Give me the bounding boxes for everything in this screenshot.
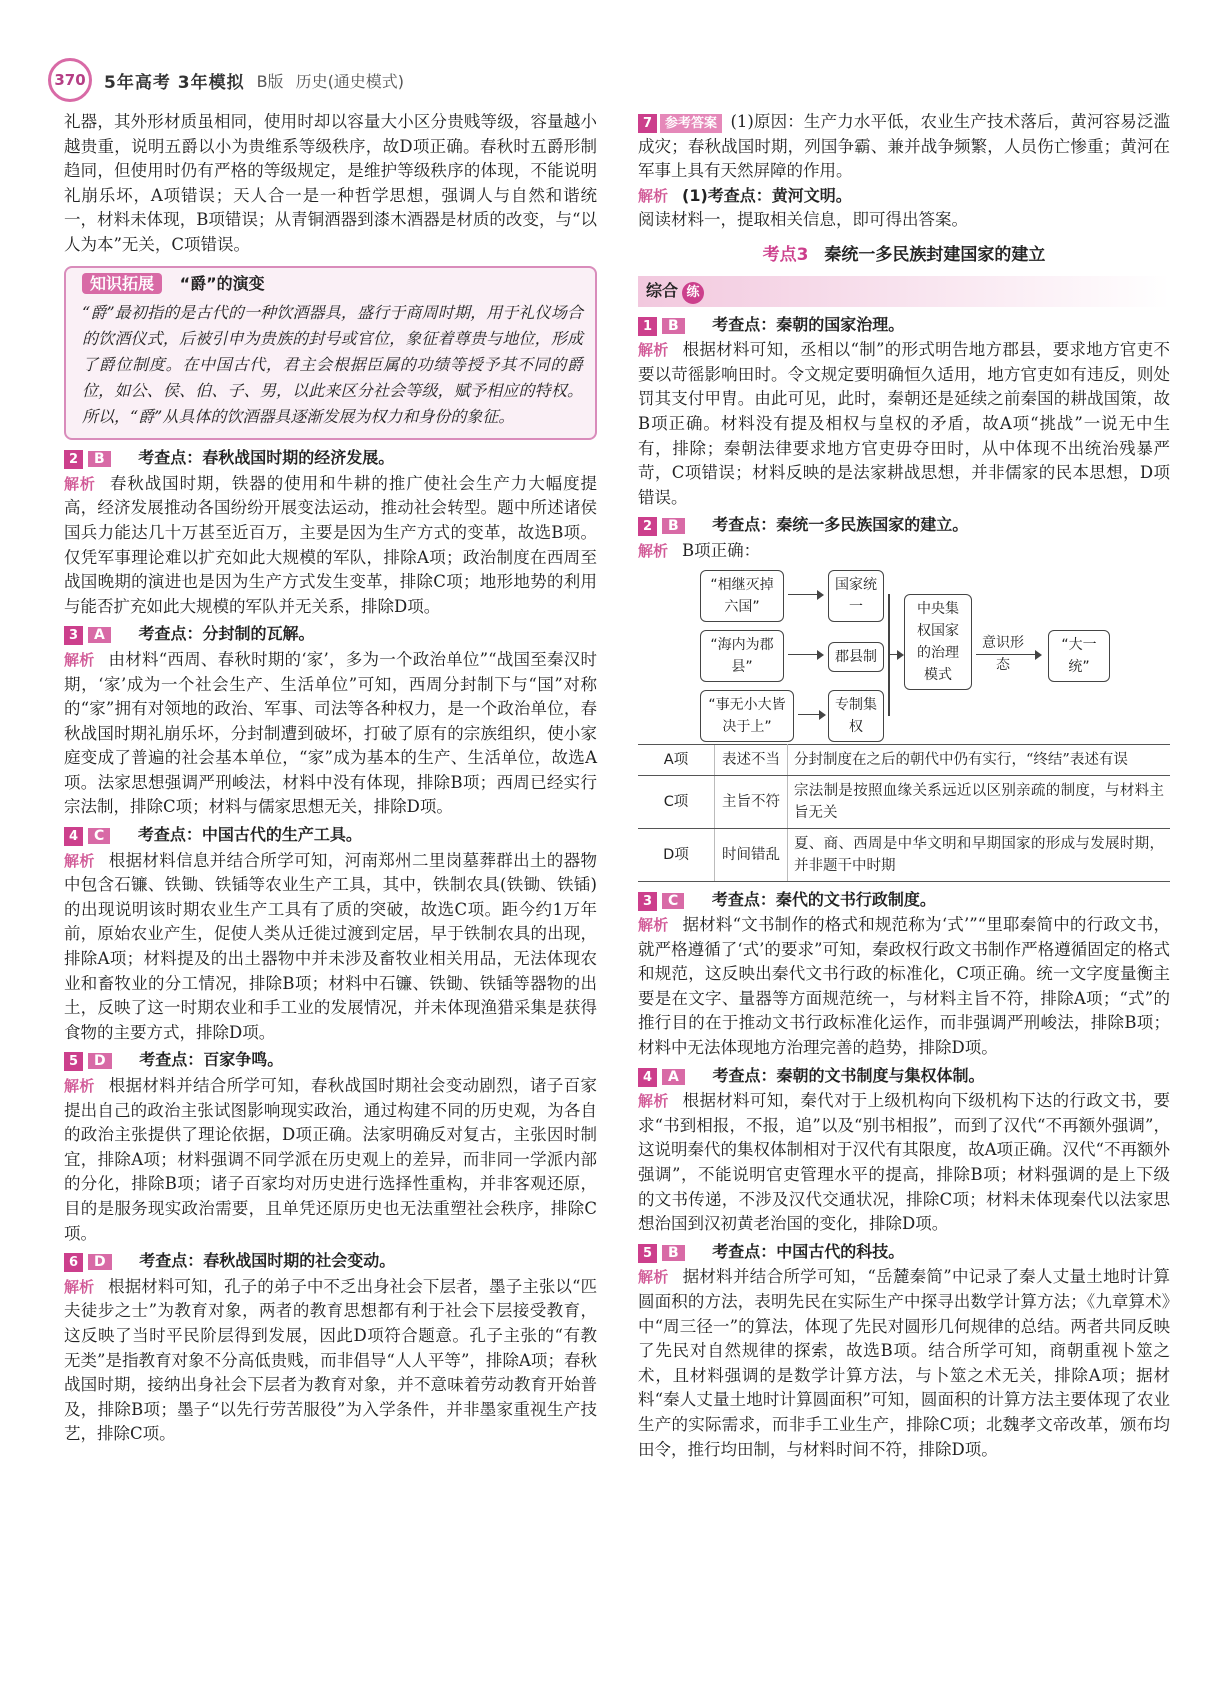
question-header (64, 823, 597, 849)
diagram-arrow (798, 714, 820, 716)
diagram-arrow (788, 654, 818, 656)
analysis-text (638, 913, 1170, 1061)
analysis-text (64, 849, 597, 1046)
analysis-label: 解析 (638, 916, 669, 935)
answer-letter: B (88, 451, 111, 467)
analysis-body: 据材料“文书制作的格式和规范称为‘式’”“里耶秦简中的行政文书，就严格遵循了‘式’的要求”可知，秦政权行政文书制作严格遵循固定的格式和规范，这反映出秦代文书行政的标准化，C项正确。统一文字度量衡主要是在文字、量器等方面规范统一，与材料主旨不符，排除A项；“式”的推行目的在于推动文书行政标准化运作，而非强调严刑峻法，排除B项；材料中无法体现地方治理完善的趋势，排除D项。 (638, 915, 1170, 1058)
question-number: 3 (64, 626, 83, 645)
question-block (64, 1048, 597, 1246)
question-header (638, 313, 1170, 339)
knowledge-heading: “爵”的演变 (179, 273, 265, 293)
question-header (64, 1048, 597, 1074)
key-point: 考查点：中国古代的生产工具。 (137, 825, 362, 845)
question-block (64, 446, 597, 619)
concept-diagram (638, 570, 1170, 740)
answer-letter: B (662, 1245, 685, 1261)
analysis-body: 根据材料可知，孔子的弟子中不乏出身社会下层者，墨子主张以“匹夫徒步之士”为教育对象，两者的教育思想都有利于社会下层接受教育，这反映了当时平民阶层得到发展，因此D项符合题意。孔子主张的“有教无类”是指教育对象不分高低贵贱，而非倡导“人人平等”，排除A项；春秋战国时期，接纳出身社会下层者为教育对象，并不意味着劳动教育开始普及，排除B项；墨子“以先行劳苦服役”为入学条件，并非墨家重视生产技艺，排除C项。 (64, 1276, 597, 1444)
practice-label: 综合 (646, 280, 679, 300)
analysis-label: 解析 (64, 1077, 95, 1095)
diagram-box-governance-model: 中央集权国家的治理模式 (904, 594, 972, 690)
practice-icon: 练 (682, 282, 704, 304)
knowledge-body: “爵”最初指的是古代的一种饮酒器具，盛行于商周时期，用于礼仪场合的饮酒仪式，后被引申为贵族的封号或官位，象征着尊贵与地位，形成了爵位制度。在中国古代，君主会根据臣属的功绩等授予其不同的爵位，如公、侯、伯、子、男，以此来区分社会等级，赋予相应的特权。所以，“爵”从具体的饮酒器具逐渐发展为权力和身份的象征。 (82, 303, 583, 427)
analysis-text (64, 648, 597, 820)
analysis-label: 解析 (638, 1268, 669, 1287)
explanation-cell: 分封制度在之后的朝代中仍有实行，“终结”表述有误 (788, 744, 1171, 775)
question-number: 5 (64, 1052, 83, 1071)
reason-cell: 表述不当 (715, 744, 788, 775)
key-point: (1)考查点：黄河文明。 (682, 185, 852, 205)
question-number: 5 (638, 1244, 657, 1263)
diagram-label-ideology: 意识形态 (982, 634, 1024, 673)
analysis-text (638, 184, 1170, 209)
analysis-label: 解析 (638, 341, 669, 360)
analysis-body: 阅读材料一，提取相关信息，即可得出答案。 (638, 210, 968, 230)
reference-answer-label: 参考答案 (660, 114, 722, 133)
knowledge-label: 知识拓展 (82, 273, 162, 294)
section-heading: 秦统一多民族封建国家的建立 (824, 244, 1046, 265)
question-number: 4 (638, 1068, 657, 1087)
question-number: 2 (638, 517, 657, 536)
table-row (638, 828, 1170, 881)
key-point: 考查点：分封制的瓦解。 (138, 624, 315, 644)
question-number: 2 (64, 450, 83, 469)
question-number: 6 (64, 1253, 83, 1272)
question-header (638, 888, 1170, 914)
reference-answer (638, 110, 1170, 184)
question-block (638, 1064, 1170, 1237)
key-point: 考查点：春秋战国时期的社会变动。 (139, 1251, 396, 1271)
intro-paragraph: 礼器，其外形材质虽相同，使用时却以容量大小区分贵贱等级，容量越小越贵重，说明五爵以小为贵维系等级秩序，故D项正确。春秋时五爵形制趋同，但使用时仍有严格的等级规定，是维护等级秩序的体现，不能说明礼崩乐坏，A项错误；天人合一是一种哲学思想，强调人与自然和谐统一，材料未体现，B项错误；从青铜酒器到漆木酒器是材质的改变，与“以人为本”无关，C项错误。 (64, 112, 597, 254)
analysis-body: 据材料并结合所学可知，“岳麓秦简”中记录了秦人丈量土地时计算圆面积的方法，表明先民在实际生产中探寻出数学计算方法；《九章算术》中“周三径一”的算法，体现了先民对圆形几何规律的总结。两者共同反映了先民对自然规律的探索，故选B项。结合所学可知，商朝重视卜筮之术，且材料强调的是数学计算方法，与卜筮之术无关，排除A项；据材料“秦人丈量土地时计算圆面积”可知，圆面积的计算方法主要体现了农业生产的实际需求，而非手工业生产，排除C项；北魏孝文帝改革，颁布均田令，推行均田制，与材料时间不符，排除D项。 (638, 1267, 1170, 1459)
knowledge-title (82, 272, 583, 297)
section-number: 考点3 (762, 244, 809, 265)
book-brand: 5年高考 3年模拟 (104, 72, 245, 93)
question-header (64, 622, 597, 648)
table-row (638, 775, 1170, 828)
analysis-text (638, 1089, 1170, 1237)
analysis-text (64, 1074, 597, 1246)
answer-letter: D (88, 1053, 112, 1069)
analysis-body: 根据材料可知，秦代对于上级机构向下级机构下达的行政文书，要求“书到相报，不报，追”以及“别书相报”，而到了汉代“不再额外强调”，这说明秦代的集权体制相对于汉代有其限度，故A项正确。汉代“不再额外强调”，不能说明官吏管理水平的提高，排除B项；材料强调的是上下级的文书传递，不涉及汉代交通状况，排除C项；材料未体现秦代以法家思想治国到汉初黄老治国的变化，排除D项。 (638, 1091, 1170, 1234)
question-block (638, 513, 1170, 881)
question-block (638, 1240, 1170, 1462)
answer-letter: B (662, 318, 685, 334)
analysis-body: 由材料“西周、春秋时期的‘家’，多为一个政治单位”“战国至秦汉时期，‘家’成为一个社会生产、生活单位”可知，西周分封制下与“国”对称的“家”拥有对领地的政治、军事、司法等各种权力，是一个政治单位，春秋战国时期礼崩乐坏，分封制遭到破坏，打破了原有的宗族组织，使小家庭变成了普遍的社会基本单位，“家”成为基本的生产、生活单位，故选A项。法家思想强调严刑峻法，材料中没有体现，排除B项；西周已经实行宗法制，排除C项；材料与儒家思想无关，排除D项。 (64, 649, 597, 817)
question-block (638, 888, 1170, 1061)
page-number: 370 (48, 58, 92, 102)
left-column (64, 110, 597, 1447)
analysis-label: 解析 (64, 474, 96, 493)
question-number: 3 (638, 892, 657, 911)
diagram-box-grand-unity: “大一统” (1048, 630, 1110, 682)
key-point: 考查点：百家争鸣。 (139, 1050, 284, 1070)
options-table (638, 744, 1170, 882)
analysis-label: 解析 (64, 1277, 95, 1296)
knowledge-box (64, 266, 597, 441)
diagram-box-conquest: “相继灭掉六国” (700, 570, 784, 622)
question-header (638, 1064, 1170, 1090)
question-header (64, 1249, 597, 1275)
book-subject: 历史(通史模式) (295, 71, 405, 91)
diagram-box-autocracy: “事无小大皆决于上” (700, 690, 794, 742)
analysis-body: 根据材料信息并结合所学可知，河南郑州二里岗墓葬群出土的器物中包含石镰、铁锄、铁锸等农业生产工具，其中，铁制农具(铁锄、铁锸)的出现说明该时期农业生产工具有了质的突破，故选C项。距今约1万年前，原始农业产生，促使人类从迁徙过渡到定居，早于铁制农具的出现，排除A项；材料提及的出土器物中并未涉及畜牧业相关用品，无法体现农业和畜牧业的分工情况，排除B项；材料中石镰、铁锄、铁锸等器物的出土，反映了这一时期农业和手工业的发展情况，并未体现渔猎采集是获得食物的主要方式，排除D项。 (64, 850, 597, 1042)
analysis-body: 根据材料并结合所学可知，春秋战国时期社会变动剧烈，诸子百家提出自己的政治主张试图影响现实政治，通过构建不同的历史观，为各自的政治主张提供了理论依据，D项正确。法家明确反对复古，主张因时制宜，排除A项；材料强调不同学派在历史观上的差异，而非同一学派内部的分化，排除B项；诸子百家均对历史进行选择性重构，并非客观还原，目的是服务现实政治需要，且单凭还原历史也无法重塑社会秩序，排除C项。 (64, 1076, 597, 1243)
question-block (64, 823, 597, 1045)
key-point: 考查点：秦代的文书行政制度。 (711, 889, 936, 909)
key-point: 考查点：秦统一多民族国家的建立。 (712, 515, 969, 535)
question-block (64, 1249, 597, 1447)
key-point: 考查点：中国古代的科技。 (712, 1241, 905, 1261)
analysis-label: 解析 (64, 851, 95, 870)
analysis-text (64, 1275, 597, 1447)
analysis-label: 解析 (638, 1092, 669, 1111)
question-block (638, 313, 1170, 511)
practice-banner (638, 276, 1170, 307)
analysis-label: 解析 (64, 650, 95, 669)
diagram-box-county-system: 郡县制 (828, 642, 884, 672)
question-number: 1 (638, 317, 657, 336)
key-point: 考查点：秦朝的文书制度与集权体制。 (712, 1065, 985, 1085)
answer-letter: A (88, 627, 111, 643)
diagram-box-commanderies: “海内为郡县” (700, 630, 784, 682)
analysis-body: 根据材料可知，丞相以“制”的形式明告地方郡县，要求地方官吏不要以苛徭影响田时。令文规定要明确恒久适用，地方官吏如有违反，则处罚其支付甲胄。由此可见，此时，秦朝还是延续之前秦国的耕战国策，故B项正确。材料没有提及相权与皇权的矛盾，故A项“挑战”一说无中生有，排除；秦朝法律要求地方官吏毋夺田时，从中体现不出统治残暴严苛，C项错误；材料反映的是法家耕战思想，并非儒家的民本思想，D项错误。 (638, 340, 1170, 507)
analysis-label: 解析 (638, 541, 669, 560)
explanation-cell: 夏、商、西周是中华文明和早期国家的形成与发展时期，并非题干中时期 (788, 828, 1171, 881)
option-cell: A项 (638, 744, 715, 775)
question-header (64, 446, 597, 472)
right-column (638, 110, 1170, 1462)
analysis-text (638, 539, 1170, 564)
analysis-body: B项正确： (682, 540, 761, 560)
option-cell: C项 (638, 775, 715, 828)
analysis-text (638, 338, 1170, 510)
diagram-arrow (788, 594, 818, 596)
analysis-label: 解析 (638, 186, 669, 205)
reference-answer-text: (1)原因：生产力水平低，农业生产技术落后，黄河容易泛滥成灾；春秋战国时期，列国争霸、兼并战争频繁，人员伤亡惨重；黄河在军事上具有天然屏障的作用。 (638, 112, 1171, 181)
key-point: 考查点：春秋战国时期的经济发展。 (138, 448, 395, 468)
book-edition: B版 (256, 71, 284, 91)
answer-letter: A (662, 1069, 685, 1085)
key-point: 考查点：秦朝的国家治理。 (712, 314, 905, 334)
question-block (64, 622, 597, 820)
reason-cell: 主旨不符 (715, 775, 788, 828)
question-header (638, 513, 1170, 539)
question-header (638, 1240, 1170, 1266)
diagram-box-unification: 国家统一 (828, 570, 884, 622)
question-number: 4 (64, 827, 83, 846)
answer-letter: C (662, 893, 684, 909)
analysis-text (638, 1265, 1170, 1462)
section-title (638, 243, 1170, 268)
reason-cell: 时间错乱 (715, 828, 788, 881)
analysis-text (64, 472, 597, 620)
page-header (48, 62, 404, 98)
question-7-block (638, 110, 1170, 233)
table-row (638, 744, 1170, 775)
option-cell: D项 (638, 828, 715, 881)
explanation-cell: 宗法制是按照血缘关系远近以区别亲疏的制度，与材料主旨无关 (788, 775, 1171, 828)
question-number: 7 (638, 114, 657, 133)
diagram-box-centralization: 专制集权 (828, 690, 884, 742)
analysis-body: 春秋战国时期，铁器的使用和牛耕的推广使社会生产力大幅度提高，经济发展推动各国纷纷开展变法运动，推动社会转型。题中所述诸侯国兵力能达几十万甚至近百万，主要是因为生产方式的变革，故选B项。仅凭军事理论难以扩充如此大规模的军队，排除A项；政治制度在西周至战国晚期的演进也是因为生产方式发生变革，排除C项；地形地势的利用与能否扩充如此大规模的军队并无关系，排除D项。 (64, 473, 597, 616)
answer-letter: C (88, 828, 110, 844)
answer-letter: D (88, 1254, 112, 1270)
answer-letter: B (662, 518, 685, 534)
diagram-arrow (890, 654, 898, 656)
